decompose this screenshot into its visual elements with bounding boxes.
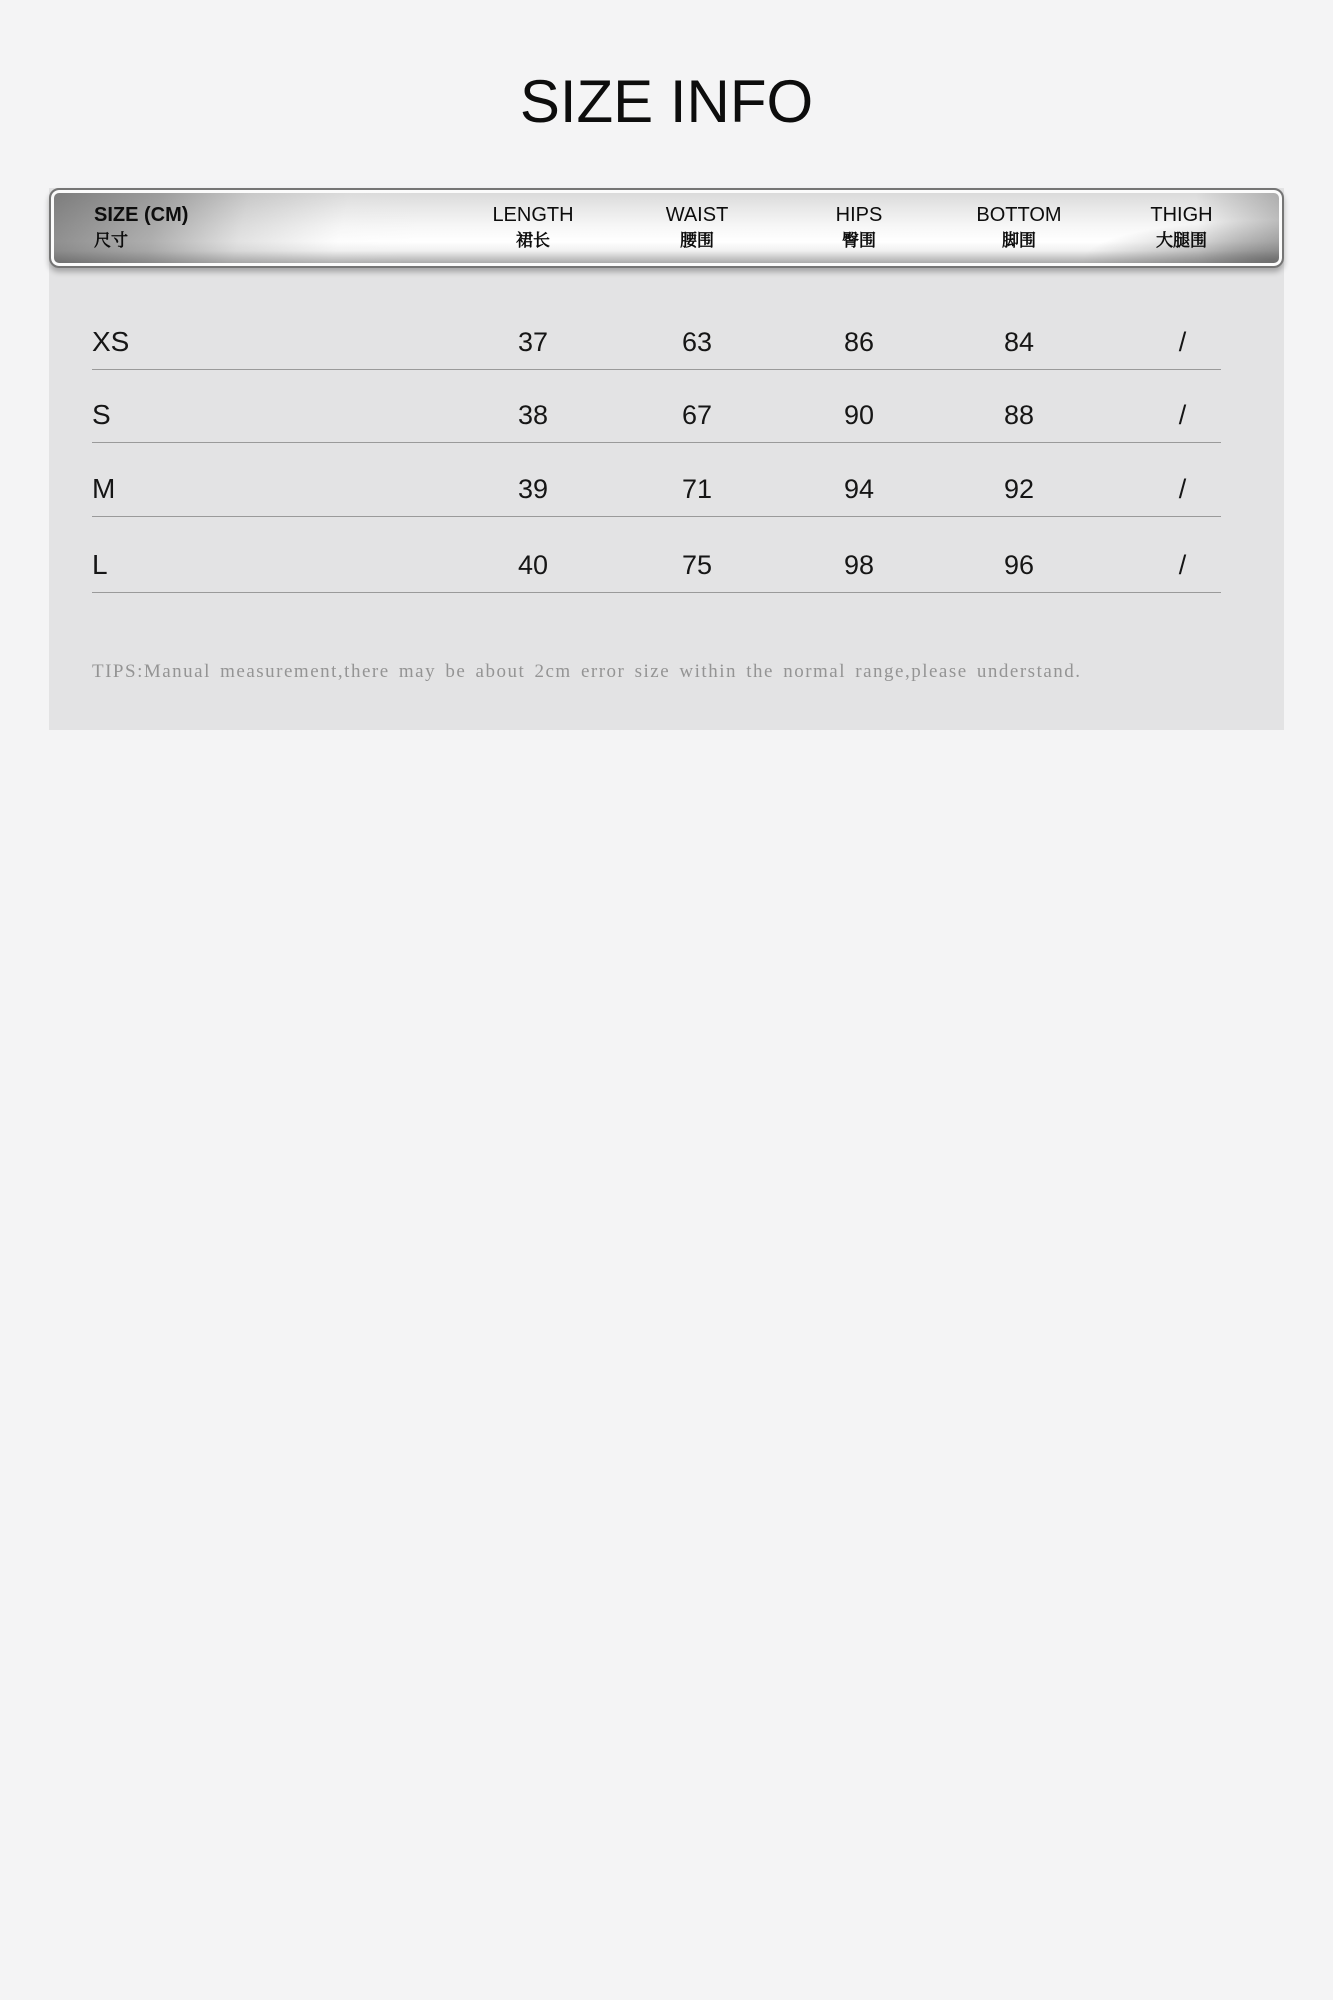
header-bottom xyxy=(957,202,1081,254)
table-cell: 90 xyxy=(843,399,875,430)
table-cell: / xyxy=(1178,473,1187,504)
header-thigh-en: THIGH xyxy=(1150,204,1213,226)
table-cell: 98 xyxy=(843,549,875,580)
table-cell: 86 xyxy=(843,326,875,357)
header-size-cm xyxy=(51,202,433,254)
table-cell: / xyxy=(1178,549,1187,580)
header-waist-en: WAIST xyxy=(665,204,729,226)
header-length-en: LENGTH xyxy=(492,204,574,226)
table-cell: 88 xyxy=(1003,399,1035,430)
table-cell: 38 xyxy=(517,399,549,430)
header-hips xyxy=(761,202,957,254)
header-bottom-en: BOTTOM xyxy=(976,204,1062,226)
table-cell: 40 xyxy=(517,549,549,580)
size-label: S xyxy=(92,398,111,430)
table-cell: 67 xyxy=(681,399,713,430)
table-row-m xyxy=(49,443,1284,517)
page-title: SIZE INFO xyxy=(519,68,814,135)
size-label: L xyxy=(92,548,108,580)
header-hips-en: HIPS xyxy=(835,204,883,226)
table-row-l xyxy=(49,517,1284,593)
header-size-cm-en: SIZE (CM) xyxy=(94,204,189,226)
header-waist-zh: 腰围 xyxy=(680,231,714,250)
table-cell: / xyxy=(1178,326,1187,357)
table-header-bar xyxy=(49,188,1284,268)
header-length-zh: 裙长 xyxy=(516,231,550,250)
table-cell: 96 xyxy=(1003,549,1035,580)
header-waist xyxy=(633,202,761,254)
table-body xyxy=(49,268,1284,593)
header-thigh-zh: 大腿围 xyxy=(1156,231,1207,250)
table-row-xs xyxy=(49,268,1284,370)
table-cell: 39 xyxy=(517,473,549,504)
table-cell: 94 xyxy=(843,473,875,504)
table-cell: 84 xyxy=(1003,326,1035,357)
table-cell: 71 xyxy=(681,473,713,504)
table-cell: 63 xyxy=(681,326,713,357)
size-label: M xyxy=(92,472,116,504)
header-length xyxy=(433,202,633,254)
size-table-panel xyxy=(49,188,1284,730)
header-thigh xyxy=(1081,202,1282,254)
size-label: XS xyxy=(92,325,130,357)
header-size-cm-zh: 尺寸 xyxy=(94,231,128,250)
table-cell: 75 xyxy=(681,549,713,580)
table-header-row xyxy=(51,190,1282,266)
table-cell: 92 xyxy=(1003,473,1035,504)
header-hips-zh: 臀围 xyxy=(842,231,876,250)
tips-note: TIPS:Manual measurement,there may be about 2cm error size within the normal range,please understand. xyxy=(92,661,1082,682)
table-row-s xyxy=(49,370,1284,443)
table-cell: / xyxy=(1178,399,1187,430)
header-bottom-zh: 脚围 xyxy=(1002,231,1036,250)
table-cell: 37 xyxy=(517,326,549,357)
